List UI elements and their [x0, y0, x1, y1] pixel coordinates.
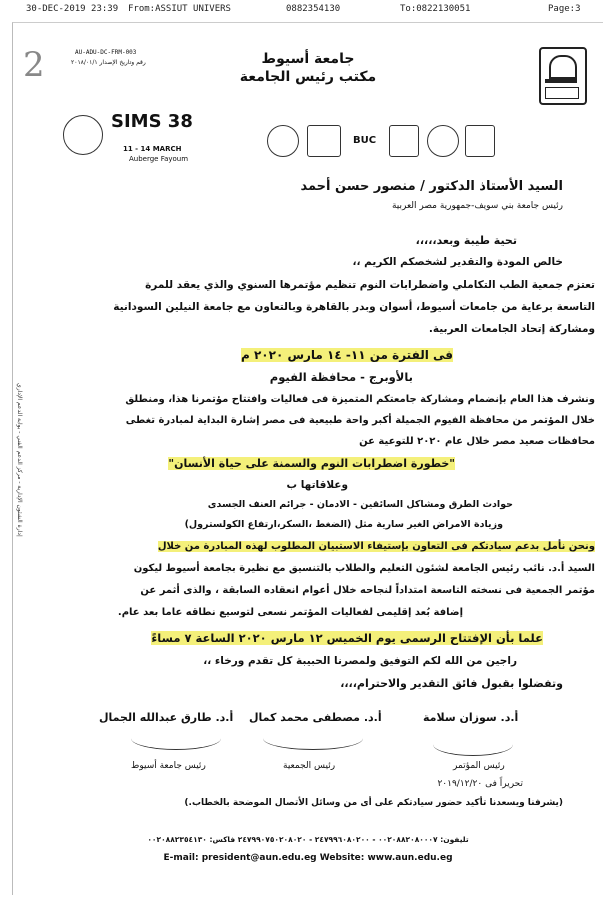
arab-universities-logo-icon	[427, 125, 459, 157]
addressee-title: رئيس جامعة بني سويف-جمهورية مصر العربية	[391, 201, 563, 211]
signature-3-scribble	[433, 733, 513, 756]
fax-to: To:0822130051	[400, 4, 471, 14]
fax-phone: 0882354130	[286, 4, 341, 14]
association-logo-icon	[63, 115, 103, 155]
sims-logo: SIMS 38	[111, 111, 193, 132]
paragraph-1-line-2: التاسعة برعاية من جامعات أسيوط، أسوان وبدر بالقاهرة وبالتعاون مع جامعة النيلين السودانية	[113, 301, 595, 313]
signatory-1-role: رئيس جامعة أسيوط	[131, 761, 206, 771]
aswan-university-logo-icon	[307, 125, 341, 157]
buc-logo: BUC	[353, 135, 377, 146]
paragraph-1-line-3: ومشاركة إتحاد الجامعات العربية.	[428, 323, 595, 335]
conference-period: فى الفترة من ١١- ١٤ مارس ٢٠٢٠ م	[241, 348, 453, 362]
paragraph-3-line-2: السيد أ.د. نائب رئيس الجامعة لشئون التعليم والطلاب بالتنسيق مع نظيرة بجامعة أسيوط ليكون	[133, 563, 595, 574]
fax-from: From:ASSIUT UNIVERS	[128, 4, 231, 14]
paragraph-3-line-4: إضافة بُعد إقليمى لفعاليات المؤتمر نسعى لتوسيع نطاقه عاما بعد عام.	[117, 607, 463, 618]
topic-relations: وعلاقاتها ب	[286, 479, 348, 491]
paragraph-1-line-1: تعتزم جمعية الطب التكاملي واضطرابات النوم تنظيم مؤتمرها السنوي والذي يعقد للمرة	[145, 279, 595, 291]
handwritten-mark: 2	[23, 45, 45, 85]
neelain-university-logo-icon	[465, 125, 495, 157]
signatory-2-role: رئيس الجمعية	[283, 761, 336, 771]
fax-datetime: 30-DEC-2019 23:39	[26, 4, 119, 14]
attendance-note: (يشرفنا ويسعدنا تأكيد حضور سيادتكم على أى من وسائل الأتصال الموضحة بالخطاب.)	[184, 798, 563, 808]
university-name: جامعة أسيوط	[261, 51, 355, 67]
sims-dates: 11 - 14 MARCH	[123, 145, 182, 153]
signatory-3-name: أ.د. سوزان سلامة	[423, 711, 519, 724]
paragraph-2-line-3: محافظات صعيد مصر خلال عام ٢٠٢٠ للتوعية عن	[359, 436, 595, 447]
closing-wishes: راجين من الله لكم التوفيق ولمصرنا الحبيبة كل تقدم ورخاء ،،	[203, 655, 517, 667]
footer-contact: E-mail: president@aun.edu.eg Website: www.aun.edu.eg	[163, 853, 453, 863]
greeting: تحية طيبة وبعد،،،،،	[415, 234, 517, 247]
causes-line-2: وزيادة الامراض الغير سارية مثل (الضغط ،السكر،ارتفاع الكولسترول)	[184, 519, 503, 530]
letter-page	[12, 22, 603, 895]
campaign-topic: "خطورة اضطرابات النوم والسمنة على حياة الأنسان"	[168, 457, 455, 470]
office-name: مكتب رئيس الجامعة	[239, 69, 377, 85]
document-issue-date: رقم وتاريخ الإصدار ٢٠١٨/٠١/١	[71, 59, 146, 66]
paragraph-3-line-3: مؤتمر الجمعية فى نسخته التاسعة امتداداً لنجاحه خلال أعوام انعقاده السابقة ، والذى أثمر عن	[140, 585, 595, 596]
fax-page: Page:3	[548, 4, 581, 14]
conference-venue: بالأوبرج - محافظة الفيوم	[269, 370, 413, 384]
causes-line-1: حوادث الطرق ومشاكل السائقين - الادمان - جرائم العنف الجسدى	[207, 499, 513, 510]
signature-2-scribble	[263, 727, 363, 750]
sims-place: Auberge Fayoum	[129, 155, 189, 163]
fax-header	[0, 4, 608, 18]
footer-phones: تليفون: ٠٠٢٠٨٨٢٠٨٠٠٠٧ - ٢٤٧٩٩٦٠٨٠٢٠٠ - ٢٤٧٩٩٠٧٥٠٢٠٨٠٢٠ فاكس: ٠٠٢٠٨٨٢٣٥٤١٣٠	[147, 835, 469, 844]
paragraph-3-line-1: ونحن نأمل بدعم سيادتكم فى التعاون بإستيفاء الاستبيان المطلوب لهذه المبادرة من خلال	[157, 541, 595, 552]
paragraph-2-line-1: ونشرف هذا العام بإنضمام ومشاركة جامعتكم المتميزة فى فعاليات وافتتاح مؤتمرنا هذا، ومنطلق	[125, 394, 595, 405]
opening-ceremony: علما بأن الإفتتاح الرسمى يوم الخميس ١٢ مارس ٢٠٢٠ الساعة ٧ مساءً	[151, 631, 543, 645]
document-id: AU-ADU-DC-FRM-003	[75, 49, 137, 56]
sponsor-logos	[63, 111, 563, 171]
university-seal-icon	[267, 125, 299, 157]
closing-regards: وتفضلوا بقبول فائق التقدير والاحترام،،،،	[340, 677, 563, 690]
side-margin-text: إدارة الشئون الإدارية - مركز الدعم الفني - بوابة الدعم الإداري	[16, 383, 23, 537]
issue-date: تحريراً فى ٢٠١٩/١٢/٢٠	[437, 779, 523, 789]
signature-1-scribble	[131, 727, 221, 750]
regards: خالص المودة والتقدير لشخصكم الكريم ،،	[352, 256, 563, 268]
paragraph-2-line-2: خلال المؤتمر من محافظة الفيوم الجميلة أكبر واحة طبيعية فى مصر إشارة البداية لمبادرة تغطى	[125, 415, 595, 426]
signatory-2-name: أ.د. مصطفى محمد كمال	[249, 711, 382, 724]
signatory-1-name: أ.د. طارق عبدالله الجمال	[99, 711, 234, 724]
university-logo-icon	[389, 125, 419, 157]
addressee: السيد الأستاذ الدكتور / منصور حسن أحمد	[300, 179, 563, 194]
assiut-university-crest-icon	[539, 47, 587, 105]
signatory-3-role: رئيس المؤتمر	[453, 761, 505, 771]
